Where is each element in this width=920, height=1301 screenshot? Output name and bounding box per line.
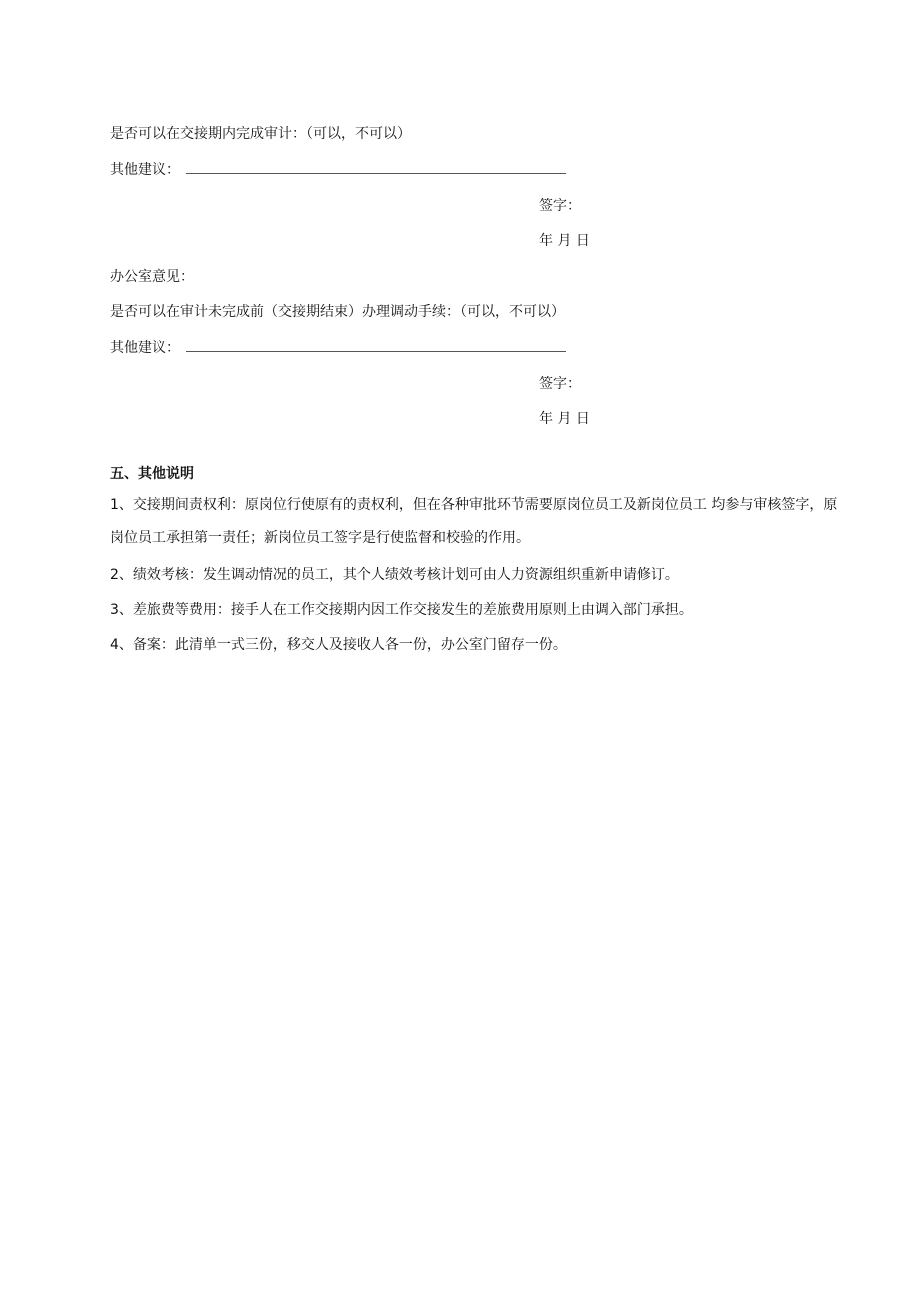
audit-signature-label: 签字： (539, 198, 581, 214)
list-item (110, 559, 840, 592)
list-item-number: 2 (110, 567, 119, 583)
list-item-text: 、差旅费等费用：接手人在工作交接期内因工作交接发生的差旅费用原则上由调入部门承担。 (118, 602, 693, 618)
office-question: 是否可以在审计未完成前（交接期结束）办理调动手续：（可以，不可以） (110, 304, 565, 320)
office-date-label: 年 月 日 (539, 411, 590, 427)
audit-suggestion-row (110, 160, 566, 180)
list-item-number: 3 (110, 602, 119, 618)
office-suggestion-label: 其他建议： (110, 340, 180, 356)
list-item (110, 594, 840, 627)
audit-suggestion-blank[interactable] (186, 161, 566, 174)
audit-suggestion-label: 其他建议： (110, 162, 180, 178)
office-suggestion-row (110, 338, 566, 358)
section-five-heading: 五、其他说明 (110, 466, 194, 482)
list-item (110, 489, 840, 555)
office-signature-label: 签字： (539, 376, 581, 392)
list-item (110, 629, 840, 662)
list-item-number: 4 (110, 637, 119, 653)
list-item-text: 、交接期间责权利：原岗位行使原有的责权利，但在各种审批环节需要原岗位员工及新岗位员工 均参与审核签字，原岗位员工承担第一责任；新岗位员工签字是行使监督和校验的作用。 (110, 497, 838, 546)
audit-date-label: 年 月 日 (539, 233, 590, 249)
list-item-number: 1 (110, 497, 119, 513)
office-suggestion-blank[interactable] (186, 339, 566, 352)
list-item-text: 、绩效考核：发生调动情况的员工，其个人绩效考核计划可由人力资源组织重新申请修订。 (118, 567, 679, 583)
office-title: 办公室意见： (110, 269, 194, 285)
list-item-text: 、备案：此清单一式三份，移交人及接收人各一份，办公室门留存一份。 (118, 637, 567, 653)
audit-question: 是否可以在交接期内完成审计：（可以，不可以） (110, 126, 411, 142)
